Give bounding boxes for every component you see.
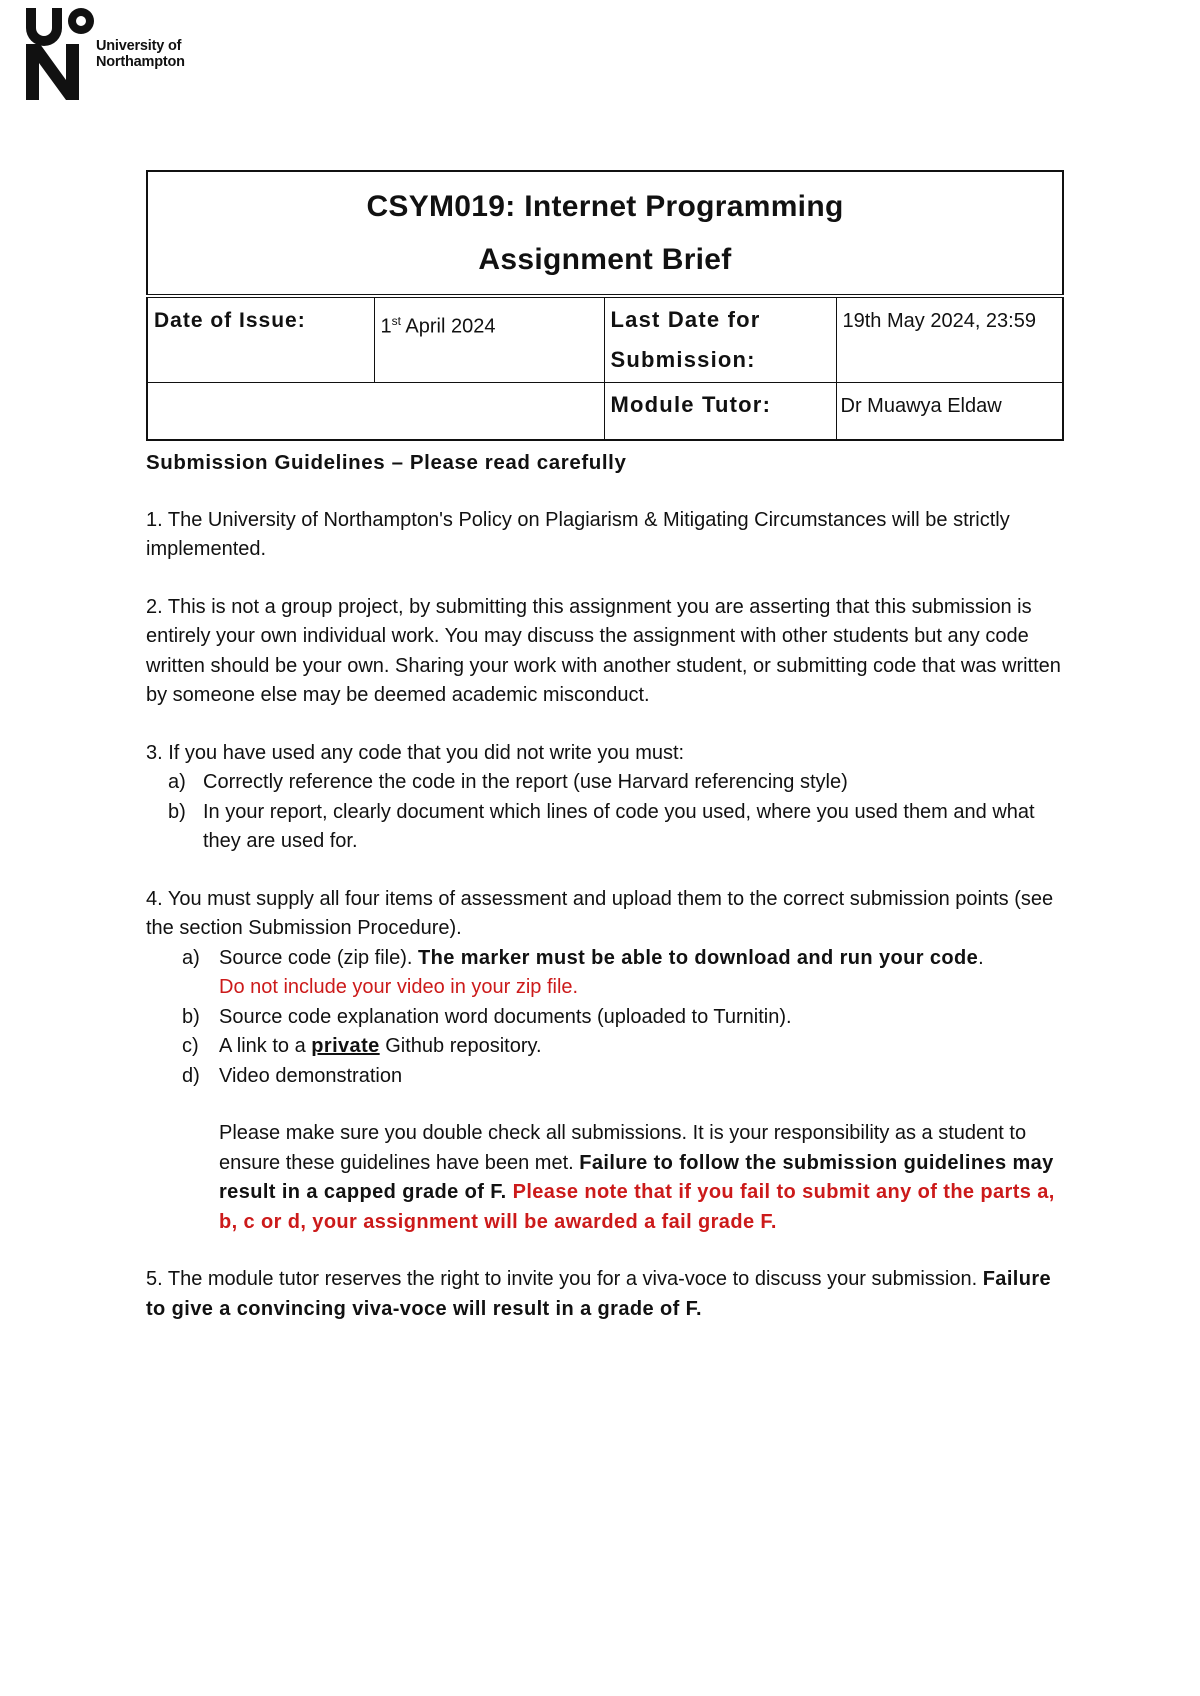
guideline-5-bold: Failure to give a convincing viva-voce will result in a grade of F.	[146, 1268, 1052, 1320]
list-item-text: Correctly reference the code in the report (use Harvard referencing style)	[203, 771, 848, 793]
guideline-1: 1. The University of Northampton's Policy on Plagiarism & Mitigating Circumstances will be strictly implemented.	[146, 508, 1010, 560]
list-marker: c)	[182, 1035, 199, 1057]
list-item	[146, 798, 1076, 857]
last-date-value: 19th May 2024, 23:59	[836, 296, 1063, 383]
module-tutor-value: Dr Muawya Eldaw	[836, 383, 1063, 441]
date-of-issue-suffix: st	[391, 314, 401, 328]
last-date-label-line1: Last Date for	[610, 307, 761, 332]
module-tutor-label: Module Tutor:	[604, 383, 836, 441]
date-of-issue-day: 1	[380, 315, 392, 338]
private-emphasis: private	[311, 1035, 380, 1057]
guidelines-heading: Submission Guidelines – Please read carefully	[146, 451, 627, 474]
guideline-2: 2. This is not a group project, by submitting this assignment you are asserting that this submission is entirely your own individual work. You may discuss the assignment with other students but any code written should be your own. Sharing your work with another student, or submitting code that was written by someone else may be deemed academic misconduct.	[146, 595, 1061, 706]
university-logo	[26, 8, 266, 104]
list-marker: a)	[182, 946, 200, 969]
uon-letters-logo	[26, 8, 94, 100]
submission-note	[146, 1119, 1076, 1237]
list-item-text-end: Github repository.	[379, 1035, 542, 1057]
list-item-text: In your report, clearly document which lines of code you used, where you used them and what they are used for.	[203, 800, 1035, 852]
brief-title: Assignment Brief	[478, 243, 732, 276]
list-marker: b)	[168, 800, 186, 823]
list-item	[146, 1003, 1076, 1033]
guideline-3	[146, 739, 1076, 857]
list-marker: a)	[168, 771, 186, 793]
guideline-3-list	[146, 768, 1076, 857]
university-name-line1: University of	[96, 38, 182, 54]
list-item	[146, 768, 1076, 798]
assignment-brief-table	[146, 170, 1064, 441]
last-date-label-line2: Submission:	[610, 347, 756, 372]
list-marker: d)	[182, 1064, 200, 1087]
list-item-text: Source code explanation word documents (uploaded to Turnitin).	[219, 1005, 792, 1028]
list-item-punctuation: .	[978, 946, 984, 969]
guideline-5-text: 5. The module tutor reserves the right to invite you for a viva-voce to discuss your submission.	[146, 1268, 983, 1290]
guideline-4-list	[146, 944, 1076, 1092]
list-item	[146, 1032, 1076, 1062]
guideline-5	[146, 1265, 1076, 1324]
date-of-issue-label: Date of Issue:	[147, 296, 374, 383]
list-item-text: Source code (zip file).	[219, 946, 418, 969]
module-title: CSYM019: Internet Programming	[366, 190, 844, 223]
list-item-text: Video demonstration	[219, 1064, 403, 1087]
note-text: Please make sure you double check all submissions. It is your responsibility as a student to ensure these guidelines have been met.	[219, 1122, 1027, 1174]
list-item-emphasis: The marker must be able to download and run your code	[417, 946, 979, 969]
list-item	[146, 944, 1076, 1003]
brief-title-cell	[147, 171, 1063, 296]
university-name	[96, 38, 185, 70]
zip-warning: Do not include your video in your zip file.	[219, 976, 579, 998]
guideline-4-intro: 4. You must supply all four items of assessment and upload them to the correct submission points (see the section Submission Procedure).	[146, 887, 1054, 939]
note-bold: Failure to follow the submission guidelines may result in a capped grade of F.	[219, 1151, 1054, 1203]
last-date-label	[604, 296, 836, 383]
list-item	[146, 1062, 1076, 1092]
date-of-issue-month-year: April 2024	[400, 315, 496, 338]
note-warning: Please note that if you fail to submit any of the parts a, b, c or d, your assignment will be awarded a fail grade F.	[219, 1181, 1055, 1233]
guideline-3-intro: 3. If you have used any code that you did not write you must:	[146, 741, 685, 764]
university-name-line2: Northampton	[96, 54, 185, 70]
list-marker: b)	[182, 1005, 200, 1028]
submission-guidelines	[146, 448, 1076, 1324]
list-item-text: A link to a	[219, 1035, 312, 1057]
empty-cell	[147, 383, 604, 441]
date-of-issue-value	[374, 296, 604, 383]
guideline-4	[146, 885, 1076, 1238]
